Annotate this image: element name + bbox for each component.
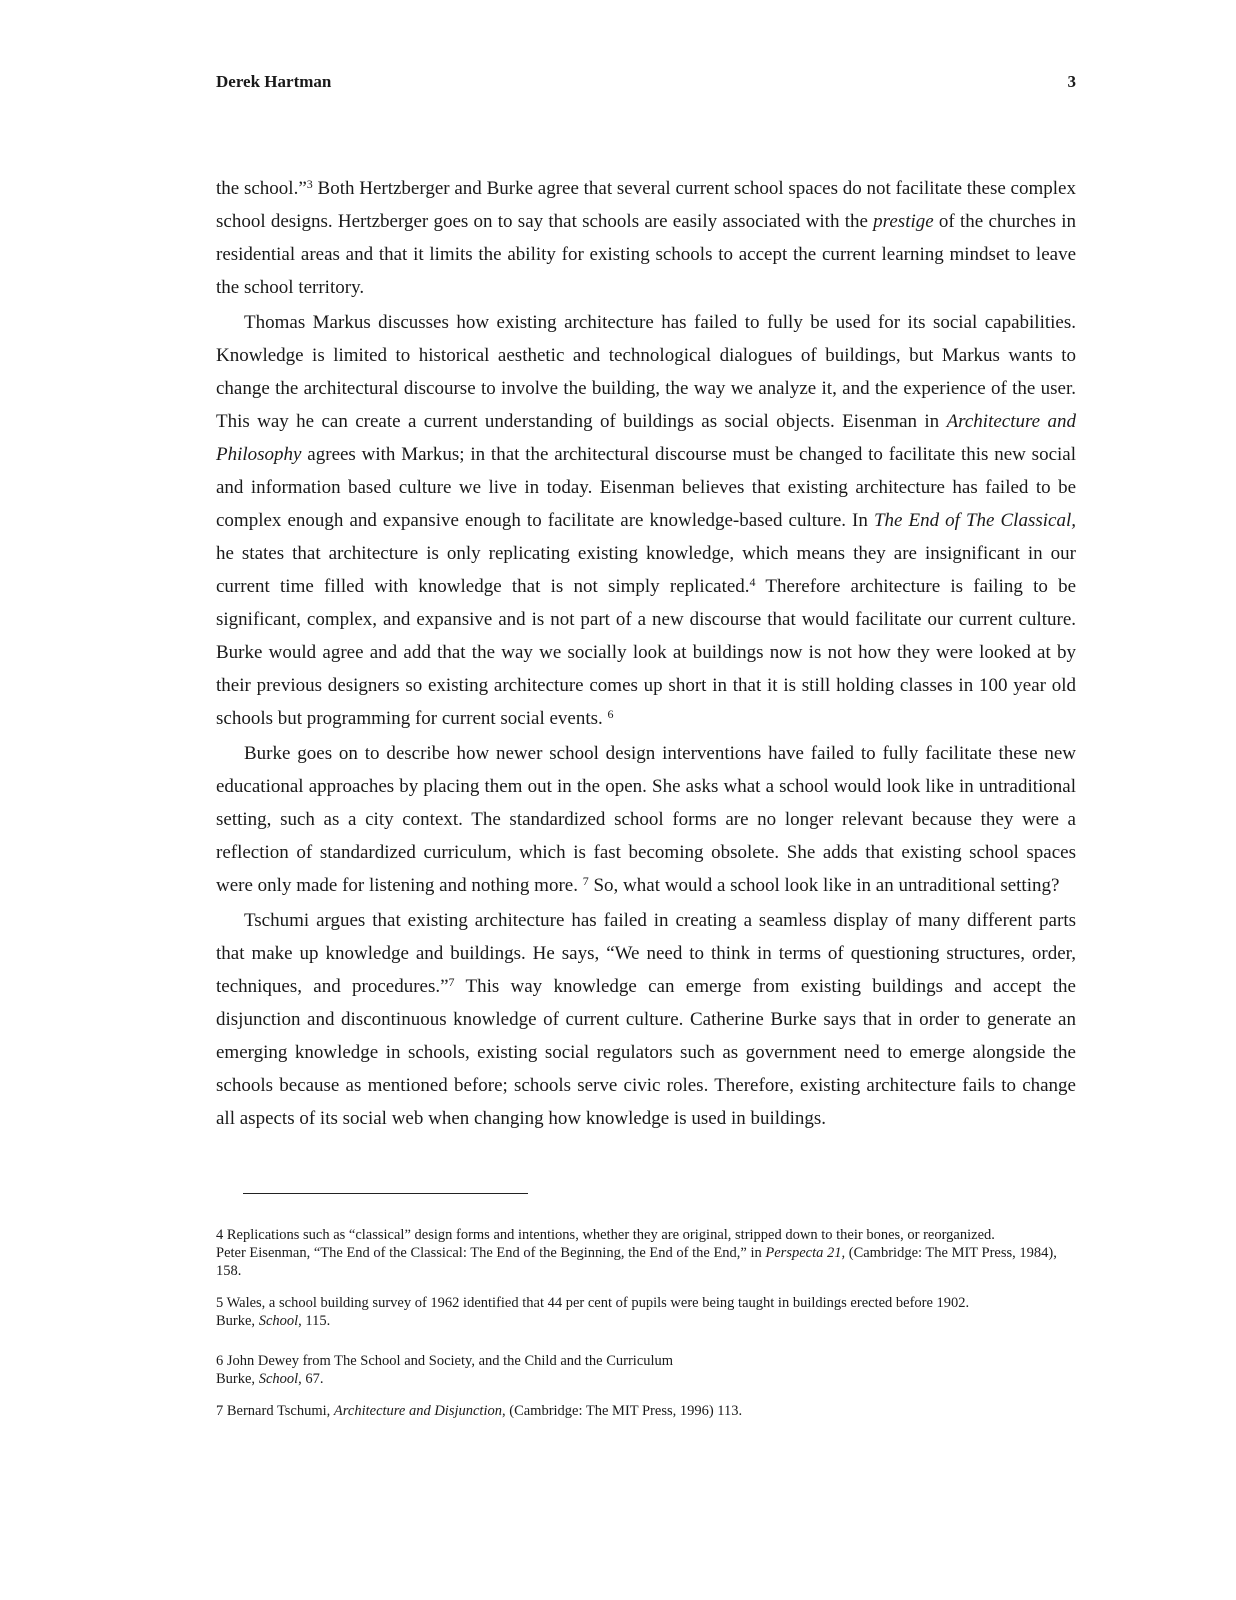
footnote-ref: 6 [607, 707, 614, 721]
text-span: Peter Eisenman, “The End of the Classical: The End of the Beginning, the End of the End,” in [216, 1245, 766, 1261]
footnote-ref: 7 [582, 874, 589, 888]
footnote-6 [216, 1352, 1076, 1388]
footnote-citation [216, 1370, 1076, 1388]
italic-title: The End of The Classical, [873, 510, 1076, 531]
text-span: he states that architecture is only replicating existing knowledge, which means they are insignificant in our current time filled with knowledge that is not simply replicated. [216, 543, 1076, 597]
italic-title: School [258, 1313, 299, 1329]
footnote-ref: 7 [448, 975, 455, 989]
text-span: the school.” [216, 178, 307, 199]
text-span: of the churches in residential areas and that it limits the ability for existing schools to accept the current learning mindset to leave the school territory. [216, 211, 1077, 298]
paragraph-4 [216, 904, 1076, 1135]
text-span: So, what would a school look like in an untraditional setting? [588, 875, 1060, 896]
paragraph-2 [216, 306, 1076, 735]
text-span: This way knowledge can emerge from existing buildings and accept the disjunction and discontinuous knowledge of current culture. Catherine Burke says that in order to generate an emerging knowledge in schools, existing social regulators such as government need to emerge alongside the schools because as mentioned before; schools serve civic roles. Therefore, existing architecture fails to change all aspects of its social web when changing how knowledge is used in buildings. [216, 976, 1076, 1129]
italic-title: School [258, 1371, 299, 1387]
page-number: 3 [1067, 72, 1076, 91]
italic-title: Architecture and Philosophy [216, 411, 1076, 465]
footnote-line: 5 Wales, a school building survey of 1962 identified that 44 per cent of pupils were being taught in buildings erected before 1902. [216, 1295, 970, 1311]
text-span: , (Cambridge: The MIT Press, 1996) 113. [501, 1403, 743, 1419]
body-text [216, 172, 1076, 1137]
footnote-citation [216, 1244, 1076, 1280]
text-span: Therefore architecture is failing to be significant, complex, and expansive and is not part of a new discourse that would facilitate our current culture. Burke would agree and add that the way we socially look at buildings now is not how they were looked at by their previous designers so existing architecture comes up short in that it is still holding classes in 100 year old schools but programming for current social events. [216, 576, 1076, 729]
text-span: Both Hertzberger and Burke agree that several current school spaces do not facilitate these complex school designs. Hertzberger goes on to say that schools are easily associated with the [216, 178, 1076, 232]
footnote-7 [216, 1402, 1076, 1420]
footnote-ref: 4 [749, 575, 756, 589]
italic-title: Perspecta 21, [765, 1245, 846, 1261]
text-span: , 67. [298, 1371, 324, 1387]
paragraph-3 [216, 737, 1076, 902]
text-span: Tschumi argues that existing architecture has failed in creating a seamless display of many different parts that make up knowledge and buildings. He says, “We need to think in terms of questioning structures, order, techniques, and procedures.” [216, 910, 1076, 997]
footnote-line: 4 Replications such as “classical” design forms and intentions, whether they are original, stripped down to their bones, or reorganized. [216, 1227, 995, 1243]
footnotes [216, 1226, 1076, 1434]
footnote-5 [216, 1294, 1076, 1330]
footnote-4 [216, 1226, 1076, 1280]
paragraph-1 [216, 172, 1076, 304]
text-span: (Cambridge: The MIT Press, 1984), 158. [216, 1245, 1057, 1279]
footnote-citation [216, 1312, 1076, 1330]
text-span: 7 Bernard Tschumi, [216, 1403, 334, 1419]
footnote-ref: 3 [306, 177, 313, 191]
text-span: , 115. [298, 1313, 331, 1329]
italic-title: Architecture and Disjunction [333, 1403, 502, 1419]
text-span: agrees with Markus; in that the architectural discourse must be changed to facilitate this new social and information based culture we live in today. Eisenman believes that existing architecture has failed to be complex enough and expansive enough to facilitate are knowledge-based culture. In [216, 444, 1076, 531]
text-span: Burke, [216, 1313, 259, 1329]
text-span: Burke, [216, 1371, 259, 1387]
italic-text: prestige [873, 211, 934, 232]
text-span: Burke goes on to describe how newer school design interventions have failed to fully facilitate these new educational approaches by placing them out in the open. She asks what a school would look like in untraditional setting, such as a city context. The standardized school forms are no longer relevant because they were a reflection of standardized curriculum, which is fast becoming obsolete. She adds that existing school spaces were only made for listening and nothing more. [216, 743, 1076, 896]
text-span: Thomas Markus discusses how existing architecture has failed to fully be used for its social capabilities. Knowledge is limited to historical aesthetic and technological dialogues of buildings, but Markus wants to change the architectural discourse to involve the building, the way we analyze it, and the experience of the user. This way he can create a current understanding of buildings as social objects. Eisenman in [216, 312, 1076, 432]
footnote-line: 6 John Dewey from The School and Society, and the Child and the Curriculum [216, 1353, 674, 1369]
running-header-author: Derek Hartman [216, 72, 332, 91]
footnote-citation [216, 1402, 1076, 1420]
footnote-separator [243, 1193, 528, 1194]
